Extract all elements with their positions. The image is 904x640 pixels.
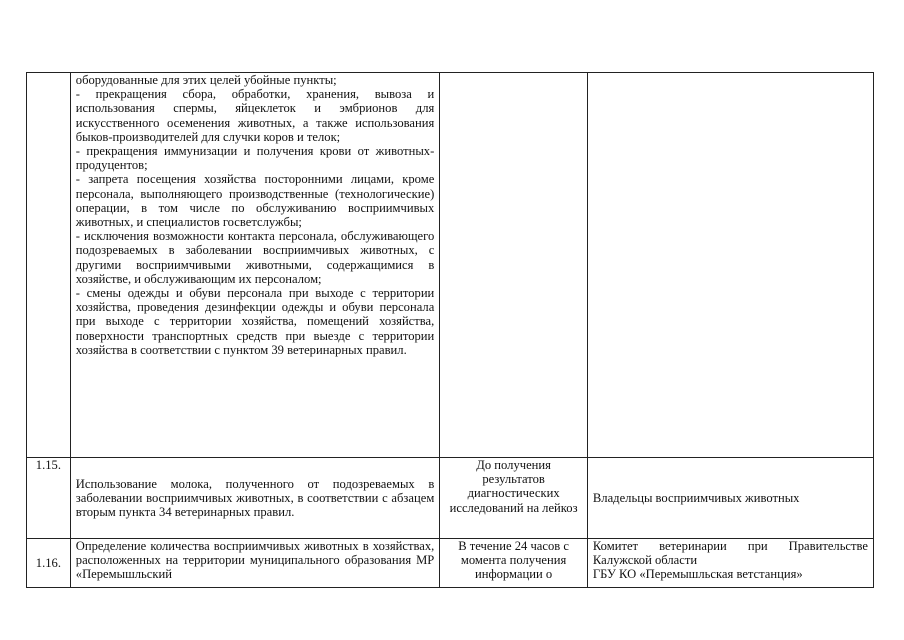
term-cell xyxy=(440,539,588,588)
measure-paragraph: - прекращения сбора, обработки, хранения, вывоза и использования спермы, яйцеклеток и эмбрионов для искусственного осеменения животных, а также использования быков-производителей для случки коров и телок; xyxy=(75,87,435,144)
measure-paragraph: оборудованные для этих целей убойные пункты; xyxy=(75,73,337,87)
measure-paragraph: - смены одежды и обуви персонала при выходе с территории хозяйства, проведения дезинфекции одежды и обуви персонала при выходе с территории хозяйства, помещений хозяйства, поверхности транспортных средств при выезде с территории хозяйства в соответствии с пунктом 39 ветеринарных правил. xyxy=(75,286,435,357)
responsible-line: ГБУ КО «Перемышльская ветстанция» xyxy=(592,567,803,582)
term-cell: До получения результатов диагностических исследований на лейкоз xyxy=(440,458,588,539)
table-row xyxy=(27,73,874,458)
row-number xyxy=(27,73,71,458)
row-number: 1.16. xyxy=(27,539,71,588)
measure-paragraph: Использование молока, полученного от подозреваемых в заболевании восприимчивых животных, в соответствии с абзацем вторым пункта 34 ветеринарных правил. xyxy=(75,476,435,520)
measure-cell xyxy=(70,73,440,458)
measures-table xyxy=(26,72,874,588)
measure-cell xyxy=(70,539,440,588)
table-row xyxy=(27,458,874,539)
term-cell xyxy=(440,73,588,458)
measure-cell xyxy=(70,458,440,539)
responsible-cell xyxy=(587,73,873,458)
measure-paragraph: - запрета посещения хозяйства посторонними лицами, кроме персонала, выполняющего производственные (технологические) операции, в том числе по обслуживанию восприимчивых животных, и специалистов госветслужбы; xyxy=(75,172,435,230)
table-row xyxy=(27,539,874,588)
responsible-cell xyxy=(587,539,873,588)
responsible-line: Комитет ветеринарии при Правительстве Калужской области xyxy=(592,539,868,568)
row-number: 1.15. xyxy=(27,458,71,539)
responsible-cell: Владельцы восприимчивых животных xyxy=(587,458,873,539)
measure-paragraph: - исключения возможности контакта персонала, обслуживающего подозреваемых в заболевании восприимчивых животных, с другими восприимчивыми животными, содержащимися в хозяйстве, и обслуживающим их персоналом; xyxy=(75,229,435,286)
measure-paragraph: Определение количества восприимчивых животных в хозяйствах, расположенных на территории муниципального образования МР «Перемышльский xyxy=(75,539,435,582)
measure-paragraph: - прекращения иммунизации и получения крови от животных-продуцентов; xyxy=(75,144,435,173)
term-text: В течение 24 часов с момента получения информации о xyxy=(458,539,569,582)
